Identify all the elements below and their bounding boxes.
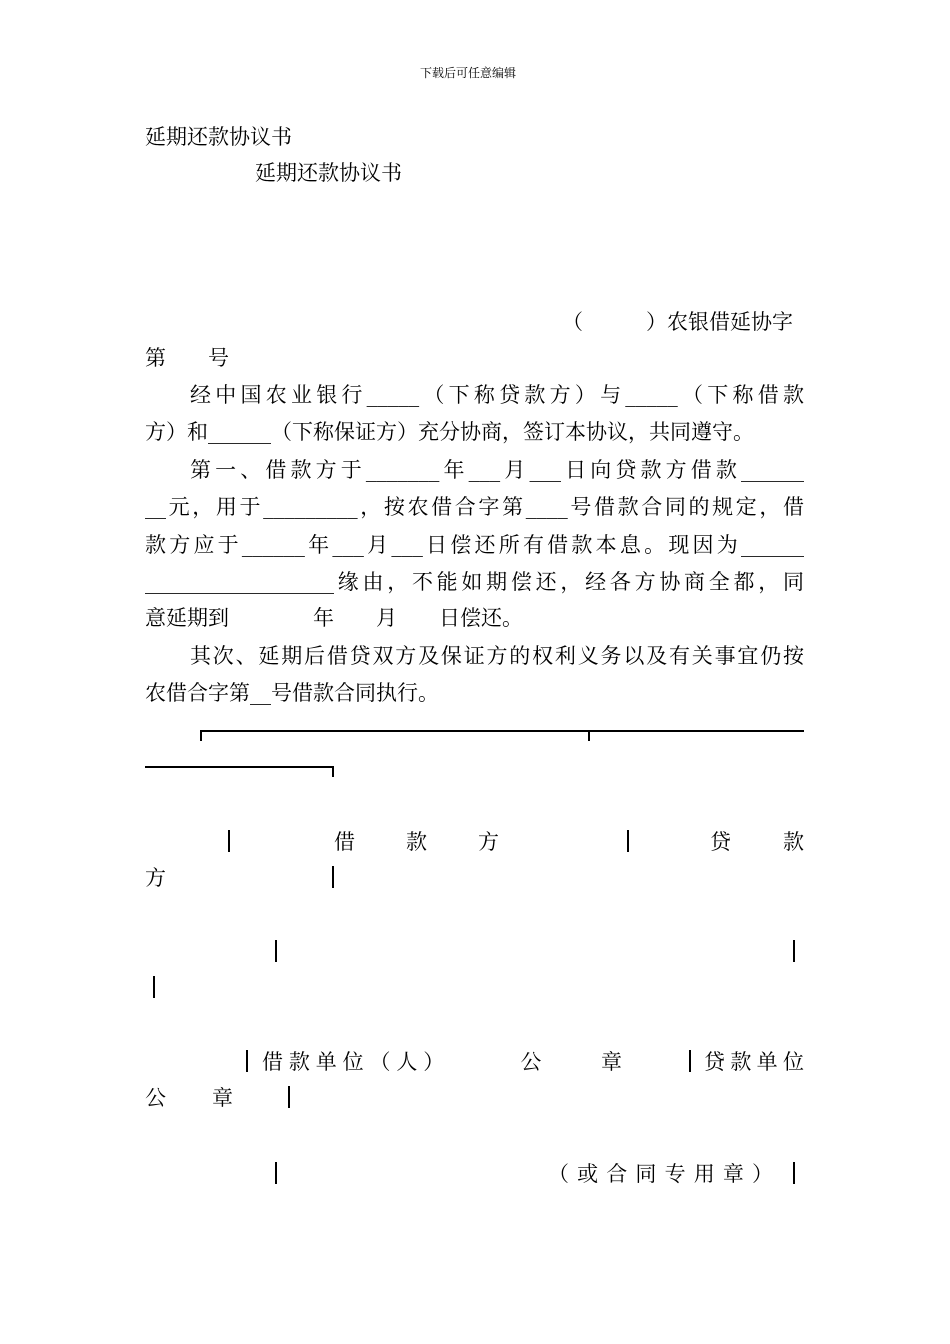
table-divider	[689, 1050, 691, 1072]
lender-seal-label-continued: 公 章	[145, 1086, 233, 1110]
table-divider	[153, 976, 155, 998]
paragraph-3-line-2: 农借合字第__号借款合同执行。	[145, 681, 439, 705]
table-divider	[228, 830, 230, 852]
table-divider	[275, 940, 277, 962]
paragraph-2-line-2: __元，用于_________，按农借合字第____号借款合同的规定，借	[145, 495, 804, 519]
lender-seal-label: 贷款单位	[704, 1050, 804, 1074]
table-divider	[288, 1086, 290, 1108]
page-header-note: 下载后可任意编辑	[420, 66, 517, 80]
paragraph-1-line-2: 方）和______（下称保证方）充分协商，签订本协议，共同遵守。	[145, 420, 754, 444]
reference-number: 第 号	[145, 346, 229, 370]
table-divider	[332, 866, 334, 888]
borrower-header: 借 款 方	[334, 830, 499, 854]
paragraph-2-line-3: 款方应于______年___月___日偿还所有借款本息。现因为______	[145, 533, 804, 557]
table-divider	[275, 1162, 277, 1184]
table-divider	[246, 1050, 248, 1072]
table-divider	[793, 940, 795, 962]
table-divider	[627, 830, 629, 852]
table-divider	[793, 1162, 795, 1184]
paragraph-2-line-1: 第一、借款方于_______年___月___日向贷款方借款______	[190, 458, 804, 482]
paragraph-3-line-1: 其次、延期后借贷双方及保证方的权利义务以及有关事宜仍按	[190, 644, 804, 668]
paragraph-1-line-1: 经中国农业银行_____（下称贷款方）与_____（下称借款	[190, 383, 804, 407]
lender-header-continued: 方	[145, 866, 166, 890]
document-title: 延期还款协议书	[145, 125, 292, 149]
borrower-seal-label: 借款单位（人） 公 章	[262, 1050, 622, 1074]
reference-line: （ ）农银借延协字	[562, 310, 793, 334]
centered-title: 延期还款协议书	[255, 161, 402, 185]
lender-header: 贷 款	[710, 830, 804, 854]
paragraph-2-line-5: 意延期到 年 月 日偿还。	[145, 606, 523, 630]
paragraph-2-line-4: __________________缘由，不能如期偿还，经各方协商全都，同	[145, 570, 804, 594]
contract-seal-note: （或合同专用章）	[548, 1162, 773, 1186]
